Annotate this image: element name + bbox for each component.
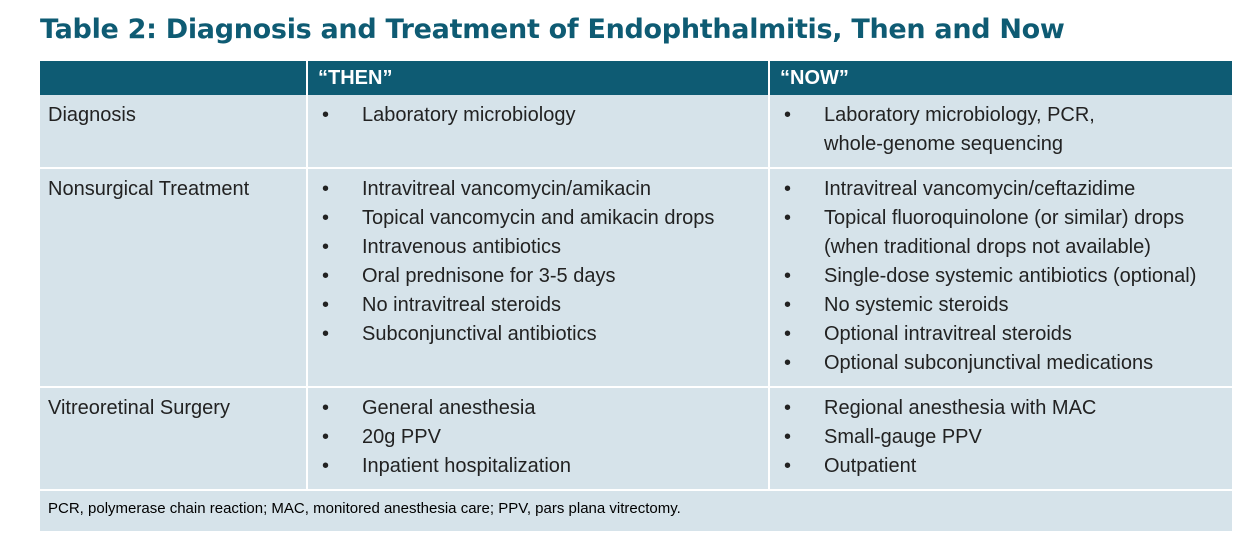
now-list	[780, 394, 1222, 481]
then-cell	[307, 168, 769, 387]
bullet-icon: •	[784, 455, 792, 477]
header-row	[40, 61, 1232, 95]
list-item-text: Outpatient	[824, 455, 917, 477]
bullet-icon: •	[784, 426, 792, 448]
list-item-text: Regional anesthesia with MAC	[824, 397, 1097, 419]
footnote-row	[40, 490, 1232, 531]
table-title: Table 2: Diagnosis and Treatment of Endophthalmitis, Then and Now	[40, 14, 1065, 45]
list-item	[780, 262, 1222, 291]
bullet-icon: •	[322, 178, 330, 200]
bullet-icon: •	[322, 323, 330, 345]
list-item	[318, 262, 758, 291]
list-item	[318, 101, 758, 130]
header-now: “NOW”	[769, 61, 1232, 95]
header-label-column	[40, 61, 307, 95]
table-row	[40, 387, 1232, 490]
now-list	[780, 175, 1222, 378]
then-cell	[307, 387, 769, 490]
list-item	[780, 452, 1222, 481]
list-item	[318, 291, 758, 320]
list-item-text: Optional subconjunctival medications	[824, 352, 1154, 374]
then-cell	[307, 95, 769, 168]
list-item	[780, 291, 1222, 320]
list-item-text: No systemic steroids	[824, 294, 1009, 316]
bullet-icon: •	[784, 178, 792, 200]
list-item-text: General anesthesia	[362, 397, 536, 419]
list-item-text: Topical fluoroquinolone (or similar) drops (when traditional drops not available)	[824, 207, 1185, 258]
header-then: “THEN”	[307, 61, 769, 95]
list-item	[318, 233, 758, 262]
bullet-icon: •	[322, 397, 330, 419]
bullet-icon: •	[322, 294, 330, 316]
then-list	[318, 175, 758, 349]
list-item	[318, 452, 758, 481]
list-item-text: Intravitreal vancomycin/amikacin	[362, 178, 651, 200]
bullet-icon: •	[784, 104, 792, 126]
list-item	[780, 394, 1222, 423]
now-list	[780, 101, 1222, 159]
list-item-text: Topical vancomycin and amikacin drops	[362, 207, 715, 229]
list-item	[318, 394, 758, 423]
bullet-icon: •	[322, 265, 330, 287]
list-item	[318, 175, 758, 204]
list-item-text: Intravenous antibiotics	[362, 236, 562, 258]
comparison-table	[40, 61, 1232, 531]
bullet-icon: •	[784, 323, 792, 345]
list-item	[318, 423, 758, 452]
bullet-icon: •	[322, 236, 330, 258]
list-item	[780, 423, 1222, 452]
list-item-text: Oral prednisone for 3-5 days	[362, 265, 616, 287]
now-cell	[769, 95, 1232, 168]
row-label: Diagnosis	[40, 95, 307, 168]
list-item	[780, 320, 1222, 349]
row-label: Vitreoretinal Surgery	[40, 387, 307, 490]
footnote: PCR, polymerase chain reaction; MAC, monitored anesthesia care; PPV, pars plana vitrectomy.	[48, 500, 681, 517]
list-item-text: Subconjunctival antibiotics	[362, 323, 597, 345]
list-item-text: Single-dose systemic antibiotics (optional)	[824, 265, 1197, 287]
list-item	[318, 320, 758, 349]
list-item-text: Laboratory microbiology	[362, 104, 576, 126]
then-list	[318, 101, 758, 130]
table-row	[40, 95, 1232, 168]
list-item	[780, 349, 1222, 378]
bullet-icon: •	[784, 207, 792, 229]
list-item	[780, 101, 1222, 159]
row-label: Nonsurgical Treatment	[40, 168, 307, 387]
bullet-icon: •	[784, 397, 792, 419]
list-item	[780, 175, 1222, 204]
list-item-text: Small-gauge PPV	[824, 426, 982, 448]
list-item	[780, 204, 1222, 262]
bullet-icon: •	[322, 455, 330, 477]
now-cell	[769, 168, 1232, 387]
bullet-icon: •	[322, 207, 330, 229]
bullet-icon: •	[784, 294, 792, 316]
list-item-text: Intravitreal vancomycin/ceftazidime	[824, 178, 1136, 200]
bullet-icon: •	[784, 352, 792, 374]
bullet-icon: •	[322, 426, 330, 448]
table-row	[40, 168, 1232, 387]
list-item-text: 20g PPV	[362, 426, 441, 448]
now-cell	[769, 387, 1232, 490]
list-item-text: Laboratory microbiology, PCR, whole-genome sequencing	[824, 104, 1095, 155]
bullet-icon: •	[322, 104, 330, 126]
list-item	[318, 204, 758, 233]
then-list	[318, 394, 758, 481]
list-item-text: No intravitreal steroids	[362, 294, 561, 316]
list-item-text: Optional intravitreal steroids	[824, 323, 1072, 345]
bullet-icon: •	[784, 265, 792, 287]
list-item-text: Inpatient hospitalization	[362, 455, 572, 477]
